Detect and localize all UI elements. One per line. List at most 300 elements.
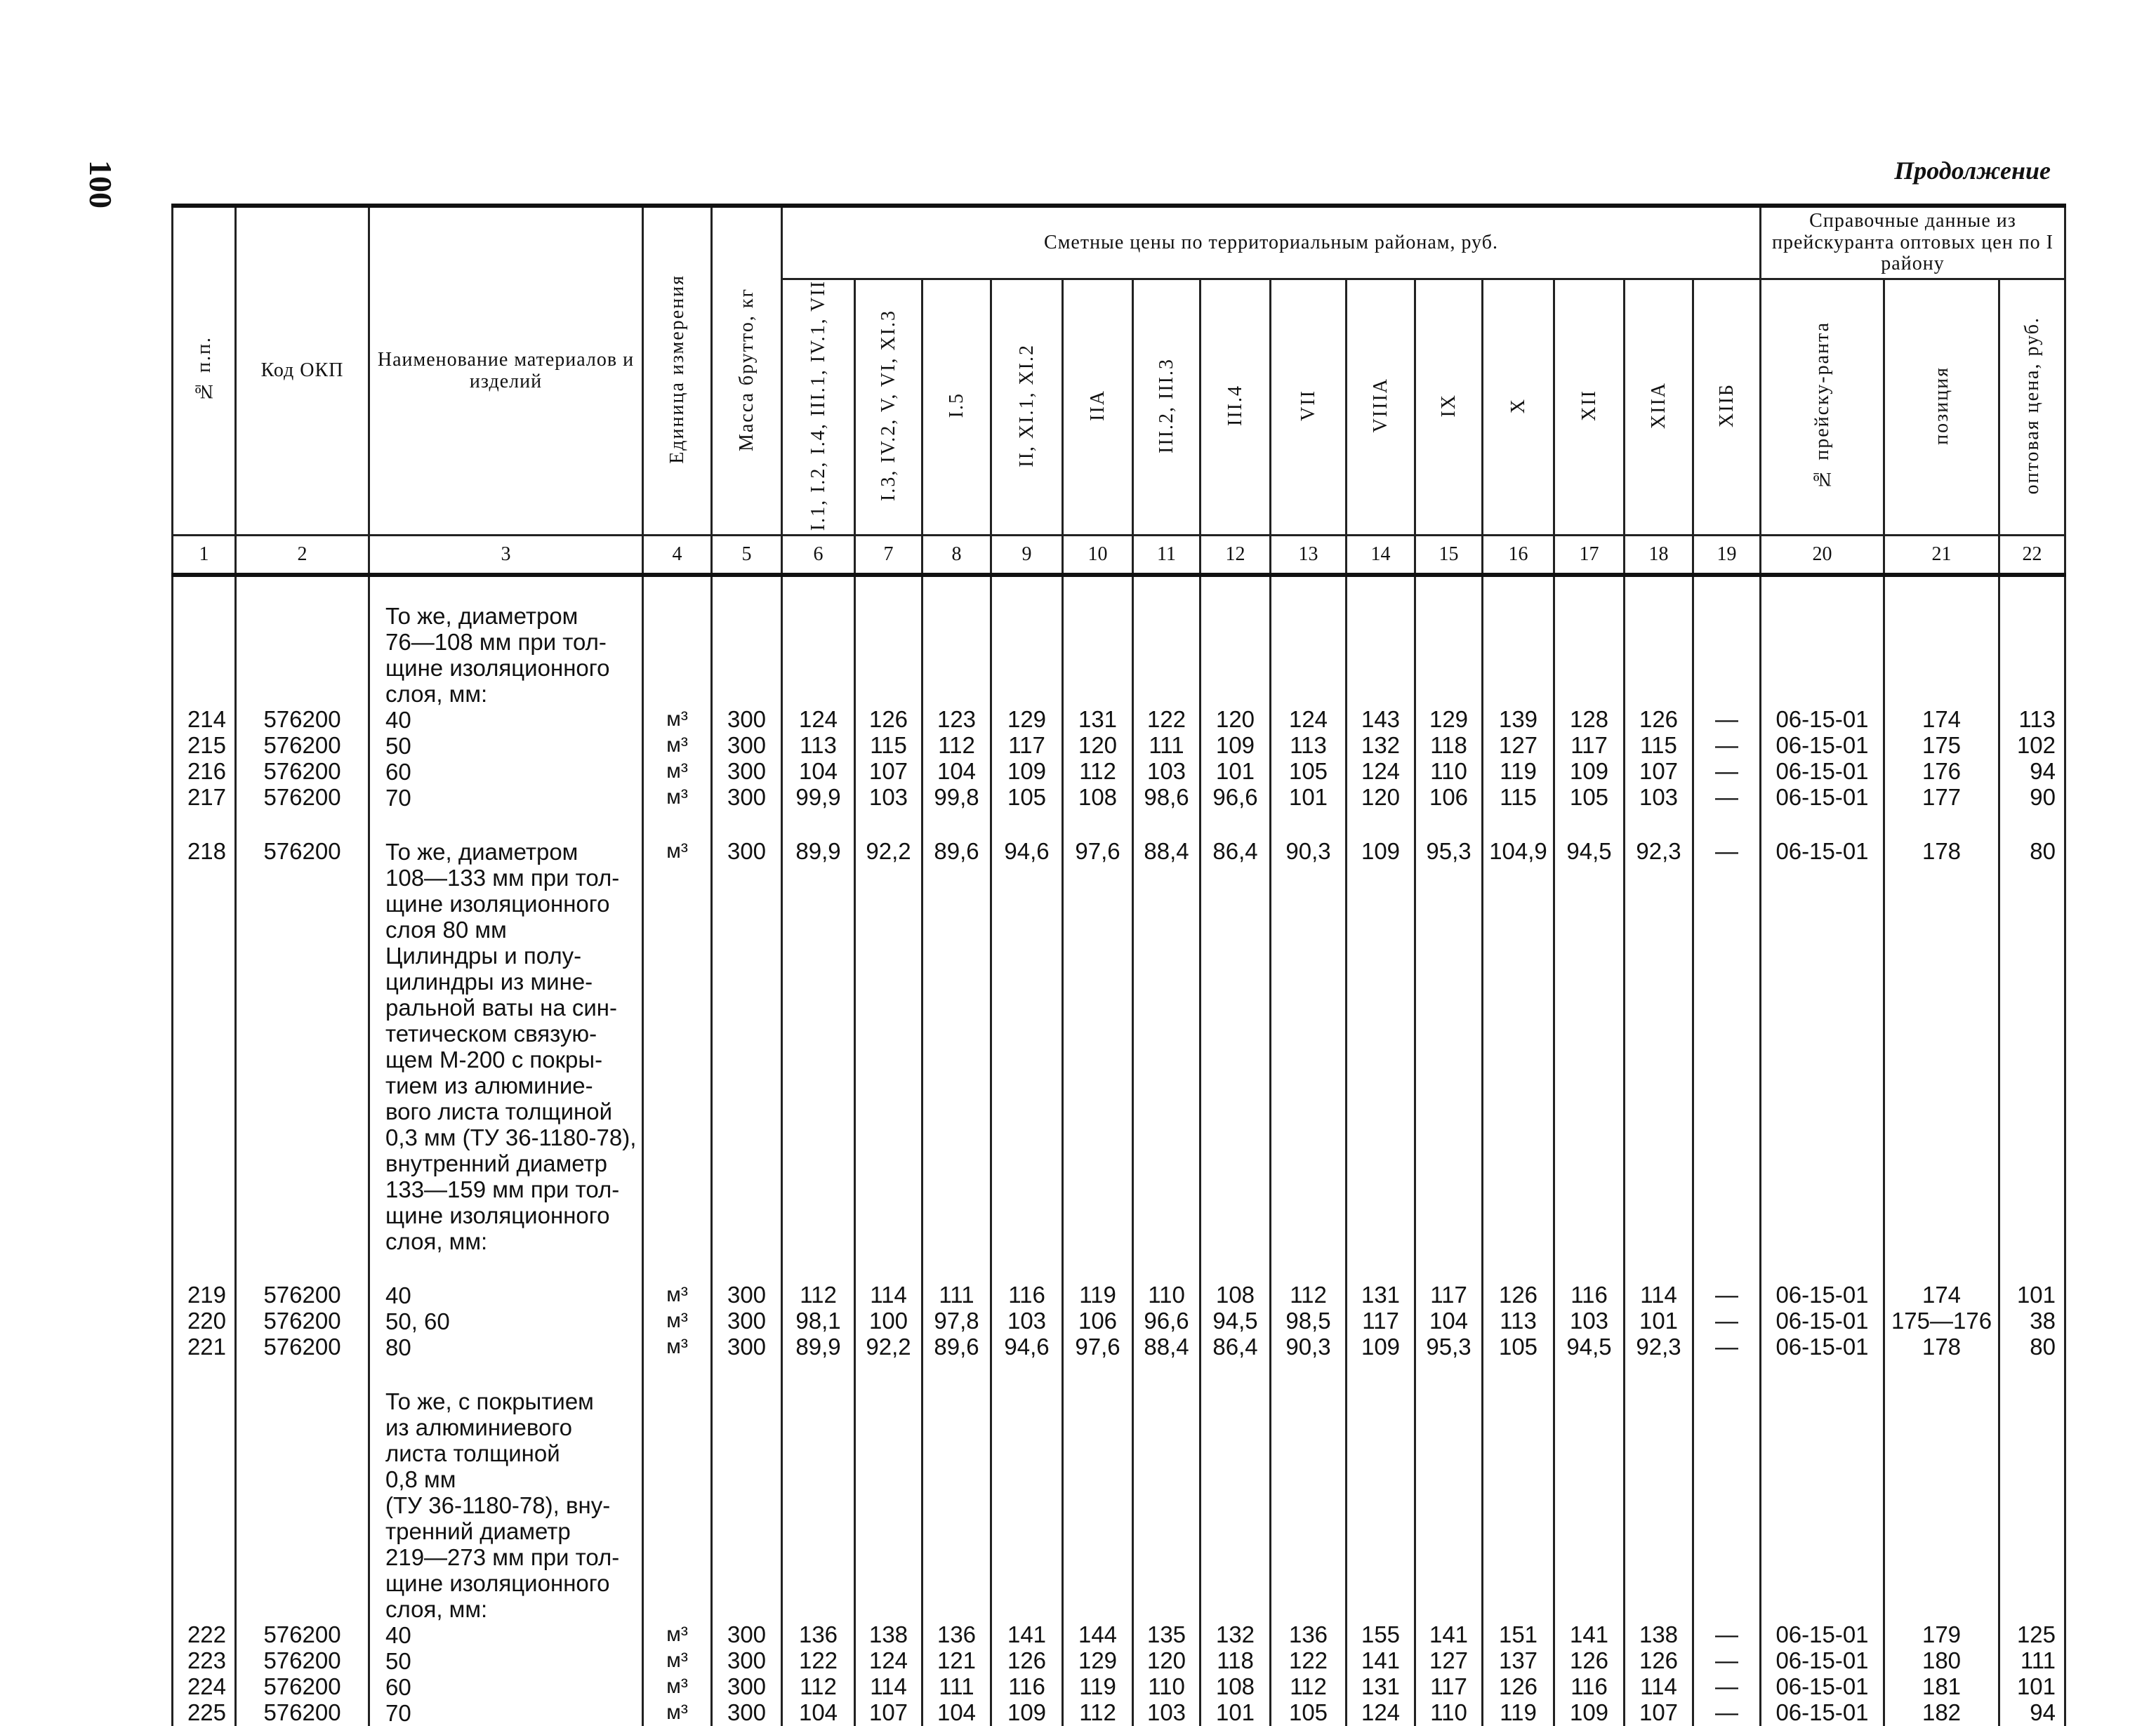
table-cell: 105 xyxy=(1271,759,1347,785)
blank-cell xyxy=(1347,1570,1415,1596)
blank-cell xyxy=(782,969,855,995)
blank-cell xyxy=(991,655,1063,681)
blank-cell xyxy=(1415,1202,1483,1228)
blank-cell xyxy=(991,1440,1063,1466)
blank-cell xyxy=(1133,1124,1201,1150)
blank-cell xyxy=(643,629,712,655)
blank-cell xyxy=(1201,1228,1271,1254)
blank-cell xyxy=(173,891,236,917)
wholesale-price: 111 xyxy=(1999,1648,2065,1674)
blank-cell xyxy=(1884,1388,1999,1414)
blank-cell xyxy=(369,811,643,839)
blank-cell xyxy=(1063,1098,1133,1124)
header-region: I.3, IV.2, V, VI, XI.3 xyxy=(877,310,899,502)
table-cell: 129 xyxy=(1063,1648,1133,1674)
table-cell: 112 xyxy=(922,733,991,759)
blank-cell xyxy=(1761,1596,1884,1622)
blank-cell xyxy=(173,1021,236,1047)
blank-cell xyxy=(1554,1254,1625,1282)
blank-cell xyxy=(1884,811,1999,839)
blank-cell xyxy=(782,1150,855,1176)
blank-cell xyxy=(855,969,922,995)
blank-cell xyxy=(1999,1440,2065,1466)
blank-cell xyxy=(643,655,712,681)
header-ref-group: Справочные данные из прейскуранта оптовых цен по I району xyxy=(1771,209,2054,275)
column-number: 21 xyxy=(1884,536,1999,576)
table-row xyxy=(173,1674,2065,1700)
blank-cell xyxy=(712,1150,782,1176)
blank-cell xyxy=(1554,1518,1625,1544)
blank-cell xyxy=(855,1414,922,1440)
blank-cell xyxy=(1063,1414,1133,1440)
table-cell: 108 xyxy=(1201,1282,1271,1308)
blank-cell xyxy=(1415,1414,1483,1440)
blank-cell xyxy=(1761,1388,1884,1414)
blank-cell xyxy=(173,1150,236,1176)
blank-cell xyxy=(1693,1047,1761,1073)
table-cell: 100 xyxy=(855,1308,922,1334)
blank-cell xyxy=(1761,1176,1884,1202)
table-cell: 92,2 xyxy=(855,1334,922,1360)
header-region: XIIБ xyxy=(1715,383,1738,428)
blank-cell xyxy=(173,1254,236,1282)
blank-cell xyxy=(991,1466,1063,1492)
table-cell: — xyxy=(1693,1308,1761,1334)
blank-cell xyxy=(1063,943,1133,969)
blank-cell xyxy=(643,1047,712,1073)
table-cell: 576200 xyxy=(236,1334,369,1360)
table-cell: 97,6 xyxy=(1063,1334,1133,1360)
table-cell: 300 xyxy=(712,1282,782,1308)
table-cell: 178 xyxy=(1884,839,1999,865)
blank-cell xyxy=(643,1440,712,1466)
table-cell: 300 xyxy=(712,1648,782,1674)
blank-cell xyxy=(922,1047,991,1073)
table-cell: 176 xyxy=(1884,759,1999,785)
header-ref-col: № прейску-ранта xyxy=(1811,321,1833,490)
blank-cell xyxy=(1133,1047,1201,1073)
blank-cell xyxy=(1693,1150,1761,1176)
table-cell: 110 xyxy=(1415,759,1483,785)
blank-cell xyxy=(855,603,922,629)
table-cell: — xyxy=(1693,1622,1761,1648)
table-cell: 111 xyxy=(922,1282,991,1308)
table-cell: 105 xyxy=(1483,1334,1554,1360)
table-cell: 117 xyxy=(1347,1308,1415,1334)
blank-cell xyxy=(236,1098,369,1124)
blank-cell xyxy=(1063,1073,1133,1098)
blank-cell xyxy=(782,1360,855,1388)
blank-cell xyxy=(1761,603,1884,629)
table-cell: 99,9 xyxy=(782,785,855,811)
blank-cell xyxy=(643,1254,712,1282)
blank-cell xyxy=(1554,943,1625,969)
table-cell: 129 xyxy=(991,707,1063,733)
blank-cell xyxy=(1415,865,1483,891)
blank-cell xyxy=(173,629,236,655)
blank-cell xyxy=(1201,1570,1271,1596)
blank-cell xyxy=(1554,1492,1625,1518)
blank-cell xyxy=(1063,1124,1133,1150)
table-row xyxy=(173,1282,2065,1308)
item-name: 70 xyxy=(369,785,643,811)
table-cell: 576200 xyxy=(236,1700,369,1726)
blank-cell xyxy=(922,1414,991,1440)
table-cell: 119 xyxy=(1483,1700,1554,1726)
table-row xyxy=(173,1622,2065,1648)
blank-cell xyxy=(1693,1228,1761,1254)
blank-cell xyxy=(1415,575,1483,603)
blank-cell xyxy=(1693,969,1761,995)
blank-cell xyxy=(991,1596,1063,1622)
blank-cell xyxy=(1693,603,1761,629)
blank-cell xyxy=(1133,1360,1201,1388)
blank-cell xyxy=(1884,865,1999,891)
blank-cell xyxy=(1554,811,1625,839)
blank-cell xyxy=(782,1228,855,1254)
description-text: щине изоляционного xyxy=(369,1202,643,1228)
blank-cell xyxy=(712,1440,782,1466)
blank-cell xyxy=(1063,655,1133,681)
blank-cell xyxy=(1133,629,1201,655)
table-cell: 182 xyxy=(1884,1700,1999,1726)
item-name: 50 xyxy=(369,1648,643,1674)
table-cell: 122 xyxy=(1133,707,1201,733)
blank-cell xyxy=(1271,1518,1347,1544)
blank-cell xyxy=(1693,1098,1761,1124)
row-number: 215 xyxy=(173,733,236,759)
blank-cell xyxy=(855,1073,922,1098)
blank-cell xyxy=(1693,1466,1761,1492)
table-cell: 94,6 xyxy=(991,839,1063,865)
table-cell: 131 xyxy=(1063,707,1133,733)
table-cell: 109 xyxy=(1347,1334,1415,1360)
column-number: 1 xyxy=(173,536,236,576)
blank-cell xyxy=(1761,1544,1884,1570)
blank-cell xyxy=(991,1388,1063,1414)
blank-cell xyxy=(643,1544,712,1570)
blank-cell xyxy=(1625,1150,1693,1176)
blank-cell xyxy=(173,969,236,995)
blank-cell xyxy=(1133,655,1201,681)
wholesale-price: 101 xyxy=(1999,1674,2065,1700)
blank-cell xyxy=(712,1228,782,1254)
blank-cell xyxy=(855,1047,922,1073)
blank-cell xyxy=(1271,1440,1347,1466)
description-text: То же, с покрытием xyxy=(369,1388,643,1414)
blank-cell xyxy=(1625,681,1693,707)
blank-cell xyxy=(712,969,782,995)
blank-cell xyxy=(173,1176,236,1202)
blank-cell xyxy=(922,1518,991,1544)
blank-cell xyxy=(1063,1254,1133,1282)
description-text: 0,8 мм xyxy=(369,1466,643,1492)
blank-cell xyxy=(1483,1098,1554,1124)
table-body xyxy=(173,575,2065,1726)
blank-cell xyxy=(782,1176,855,1202)
table-cell: 136 xyxy=(922,1622,991,1648)
description-text: тетическом связую- xyxy=(369,1021,643,1047)
blank-cell xyxy=(1884,1047,1999,1073)
table-cell: 119 xyxy=(1063,1282,1133,1308)
blank-cell xyxy=(1483,1047,1554,1073)
blank-cell xyxy=(1201,1388,1271,1414)
blank-cell xyxy=(1884,1492,1999,1518)
blank-cell xyxy=(1884,1254,1999,1282)
description-text: тренний диаметр xyxy=(369,1518,643,1544)
blank-cell xyxy=(1693,1176,1761,1202)
blank-cell xyxy=(643,1098,712,1124)
column-number: 15 xyxy=(1415,536,1483,576)
blank-cell xyxy=(1483,575,1554,603)
table-cell: 300 xyxy=(712,785,782,811)
blank-cell xyxy=(1271,1570,1347,1596)
blank-cell xyxy=(173,1492,236,1518)
blank-cell xyxy=(1133,1492,1201,1518)
blank-cell xyxy=(1884,629,1999,655)
blank-cell xyxy=(1693,1596,1761,1622)
blank-cell xyxy=(643,865,712,891)
blank-cell xyxy=(1271,1544,1347,1570)
table-cell: 109 xyxy=(991,759,1063,785)
blank-cell xyxy=(1133,1021,1201,1047)
blank-cell xyxy=(1347,969,1415,995)
table-cell: 126 xyxy=(1554,1648,1625,1674)
blank-cell xyxy=(1201,603,1271,629)
blank-cell xyxy=(855,681,922,707)
wholesale-price: 125 xyxy=(1999,1622,2065,1648)
blank-cell xyxy=(1063,1228,1133,1254)
blank-cell xyxy=(1201,629,1271,655)
table-cell: — xyxy=(1693,1700,1761,1726)
blank-cell xyxy=(922,1254,991,1282)
table-cell: 06-15-01 xyxy=(1761,1282,1884,1308)
blank-cell xyxy=(1625,865,1693,891)
blank-cell xyxy=(855,575,922,603)
blank-cell xyxy=(991,1150,1063,1176)
blank-cell xyxy=(1415,1466,1483,1492)
blank-cell xyxy=(1554,891,1625,917)
table-cell: 141 xyxy=(991,1622,1063,1648)
blank-cell xyxy=(1884,1176,1999,1202)
column-number: 8 xyxy=(922,536,991,576)
blank-cell xyxy=(1347,917,1415,943)
blank-cell xyxy=(173,943,236,969)
table-cell: 101 xyxy=(1625,1308,1693,1334)
blank-cell xyxy=(855,865,922,891)
header-region: III.2, III.3 xyxy=(1155,357,1177,453)
item-name: 40 xyxy=(369,707,643,733)
blank-cell xyxy=(1761,1440,1884,1466)
blank-cell xyxy=(922,943,991,969)
blank-cell xyxy=(1693,995,1761,1021)
blank-cell xyxy=(1415,1440,1483,1466)
blank-cell xyxy=(855,1254,922,1282)
blank-cell xyxy=(1347,1518,1415,1544)
table-cell: — xyxy=(1693,759,1761,785)
table-cell: 120 xyxy=(1201,707,1271,733)
blank-cell xyxy=(1415,1492,1483,1518)
table-cell: — xyxy=(1693,839,1761,865)
blank-cell xyxy=(1554,1596,1625,1622)
table-cell: 112 xyxy=(782,1282,855,1308)
wholesale-price: 94 xyxy=(1999,1700,2065,1726)
table-cell: 144 xyxy=(1063,1622,1133,1648)
blank-cell xyxy=(1554,1150,1625,1176)
blank-cell xyxy=(1133,1176,1201,1202)
table-cell: — xyxy=(1693,785,1761,811)
blank-cell xyxy=(1347,1440,1415,1466)
table-cell: 576200 xyxy=(236,1648,369,1674)
blank-cell xyxy=(782,1021,855,1047)
column-number: 16 xyxy=(1483,536,1554,576)
blank-cell xyxy=(1884,575,1999,603)
table-cell: 94,5 xyxy=(1554,839,1625,865)
table-cell: 103 xyxy=(1133,759,1201,785)
table-cell: 175 xyxy=(1884,733,1999,759)
blank-cell xyxy=(712,1492,782,1518)
row-number: 218 xyxy=(173,839,236,865)
description-text: листа толщиной xyxy=(369,1440,643,1466)
blank-cell xyxy=(1063,1176,1133,1202)
blank-cell xyxy=(1625,1518,1693,1544)
blank-cell xyxy=(173,603,236,629)
blank-cell xyxy=(855,891,922,917)
table-cell: 124 xyxy=(1347,759,1415,785)
table-cell: 118 xyxy=(1415,733,1483,759)
blank-cell xyxy=(173,1073,236,1098)
blank-cell xyxy=(1625,1124,1693,1150)
description-text: слоя 80 мм xyxy=(369,917,643,943)
blank-cell xyxy=(1415,629,1483,655)
unit-cell: м³ xyxy=(643,1700,712,1726)
column-number: 4 xyxy=(643,536,712,576)
blank-cell xyxy=(1063,629,1133,655)
blank-cell xyxy=(236,603,369,629)
table-cell: 107 xyxy=(855,759,922,785)
blank-cell xyxy=(1347,629,1415,655)
blank-cell xyxy=(236,1492,369,1518)
blank-cell xyxy=(1271,1492,1347,1518)
header-region: X xyxy=(1507,397,1529,413)
blank-cell xyxy=(1999,629,2065,655)
blank-cell xyxy=(991,629,1063,655)
blank-cell xyxy=(991,1047,1063,1073)
blank-cell xyxy=(1884,1414,1999,1440)
blank-cell xyxy=(1693,1021,1761,1047)
blank-cell xyxy=(1201,575,1271,603)
blank-cell xyxy=(236,1466,369,1492)
blank-cell xyxy=(236,1073,369,1098)
blank-cell xyxy=(643,1414,712,1440)
table-row xyxy=(173,707,2065,733)
blank-cell xyxy=(782,1544,855,1570)
blank-cell xyxy=(173,1414,236,1440)
wholesale-price: 80 xyxy=(1999,1334,2065,1360)
blank-cell xyxy=(643,1202,712,1228)
blank-cell xyxy=(782,943,855,969)
blank-cell xyxy=(173,1228,236,1254)
blank-cell xyxy=(1201,655,1271,681)
blank-cell xyxy=(173,655,236,681)
blank-cell xyxy=(855,917,922,943)
blank-cell xyxy=(236,1440,369,1466)
blank-cell xyxy=(1063,1047,1133,1073)
table-cell: 06-15-01 xyxy=(1761,1334,1884,1360)
blank-cell xyxy=(1693,575,1761,603)
blank-cell xyxy=(1554,681,1625,707)
blank-cell xyxy=(173,1596,236,1622)
blank-cell xyxy=(236,575,369,603)
blank-cell xyxy=(1761,655,1884,681)
table-cell: 119 xyxy=(1063,1674,1133,1700)
blank-cell xyxy=(1201,891,1271,917)
blank-cell xyxy=(1693,1124,1761,1150)
column-number: 9 xyxy=(991,536,1063,576)
blank-cell xyxy=(1063,917,1133,943)
table-cell: 576200 xyxy=(236,785,369,811)
blank-cell xyxy=(855,1098,922,1124)
blank-cell xyxy=(1625,1098,1693,1124)
table-row xyxy=(173,785,2065,811)
blank-cell xyxy=(1999,575,2065,603)
column-number: 2 xyxy=(236,536,369,576)
blank-cell xyxy=(1999,865,2065,891)
blank-cell xyxy=(1201,1047,1271,1073)
blank-cell xyxy=(1271,629,1347,655)
blank-cell xyxy=(1884,917,1999,943)
blank-cell xyxy=(1625,1466,1693,1492)
blank-cell xyxy=(1625,629,1693,655)
blank-cell xyxy=(782,681,855,707)
table-cell: 110 xyxy=(1133,1674,1201,1700)
blank-cell xyxy=(1999,1388,2065,1414)
blank-cell xyxy=(712,1360,782,1388)
table-cell: 300 xyxy=(712,839,782,865)
description-text: 0,3 мм (ТУ 36-1180-78), xyxy=(369,1124,643,1150)
blank-cell xyxy=(1625,1228,1693,1254)
table-cell: 300 xyxy=(712,1674,782,1700)
blank-cell xyxy=(991,1098,1063,1124)
header-region: VII xyxy=(1297,390,1319,422)
blank-cell xyxy=(1761,969,1884,995)
blank-cell xyxy=(1201,1440,1271,1466)
blank-cell xyxy=(1884,1570,1999,1596)
blank-cell xyxy=(922,865,991,891)
blank-cell xyxy=(1483,891,1554,917)
blank-cell xyxy=(1625,575,1693,603)
description-text: слоя, мм: xyxy=(369,1596,643,1622)
blank-cell xyxy=(1884,1073,1999,1098)
blank-cell xyxy=(1415,811,1483,839)
item-name: 60 xyxy=(369,759,643,785)
table-cell: 300 xyxy=(712,759,782,785)
table-cell: 116 xyxy=(991,1674,1063,1700)
table-row xyxy=(173,1700,2065,1726)
blank-cell xyxy=(1554,865,1625,891)
table-cell: 113 xyxy=(782,733,855,759)
blank-cell xyxy=(1554,603,1625,629)
table-cell: 86,4 xyxy=(1201,1334,1271,1360)
table-cell: 127 xyxy=(1415,1648,1483,1674)
blank-cell xyxy=(1347,1098,1415,1124)
table-cell: 126 xyxy=(1483,1674,1554,1700)
blank-cell xyxy=(1625,1440,1693,1466)
blank-cell xyxy=(1347,1124,1415,1150)
blank-cell xyxy=(1884,1544,1999,1570)
blank-cell xyxy=(1761,1518,1884,1544)
blank-cell xyxy=(1554,1570,1625,1596)
